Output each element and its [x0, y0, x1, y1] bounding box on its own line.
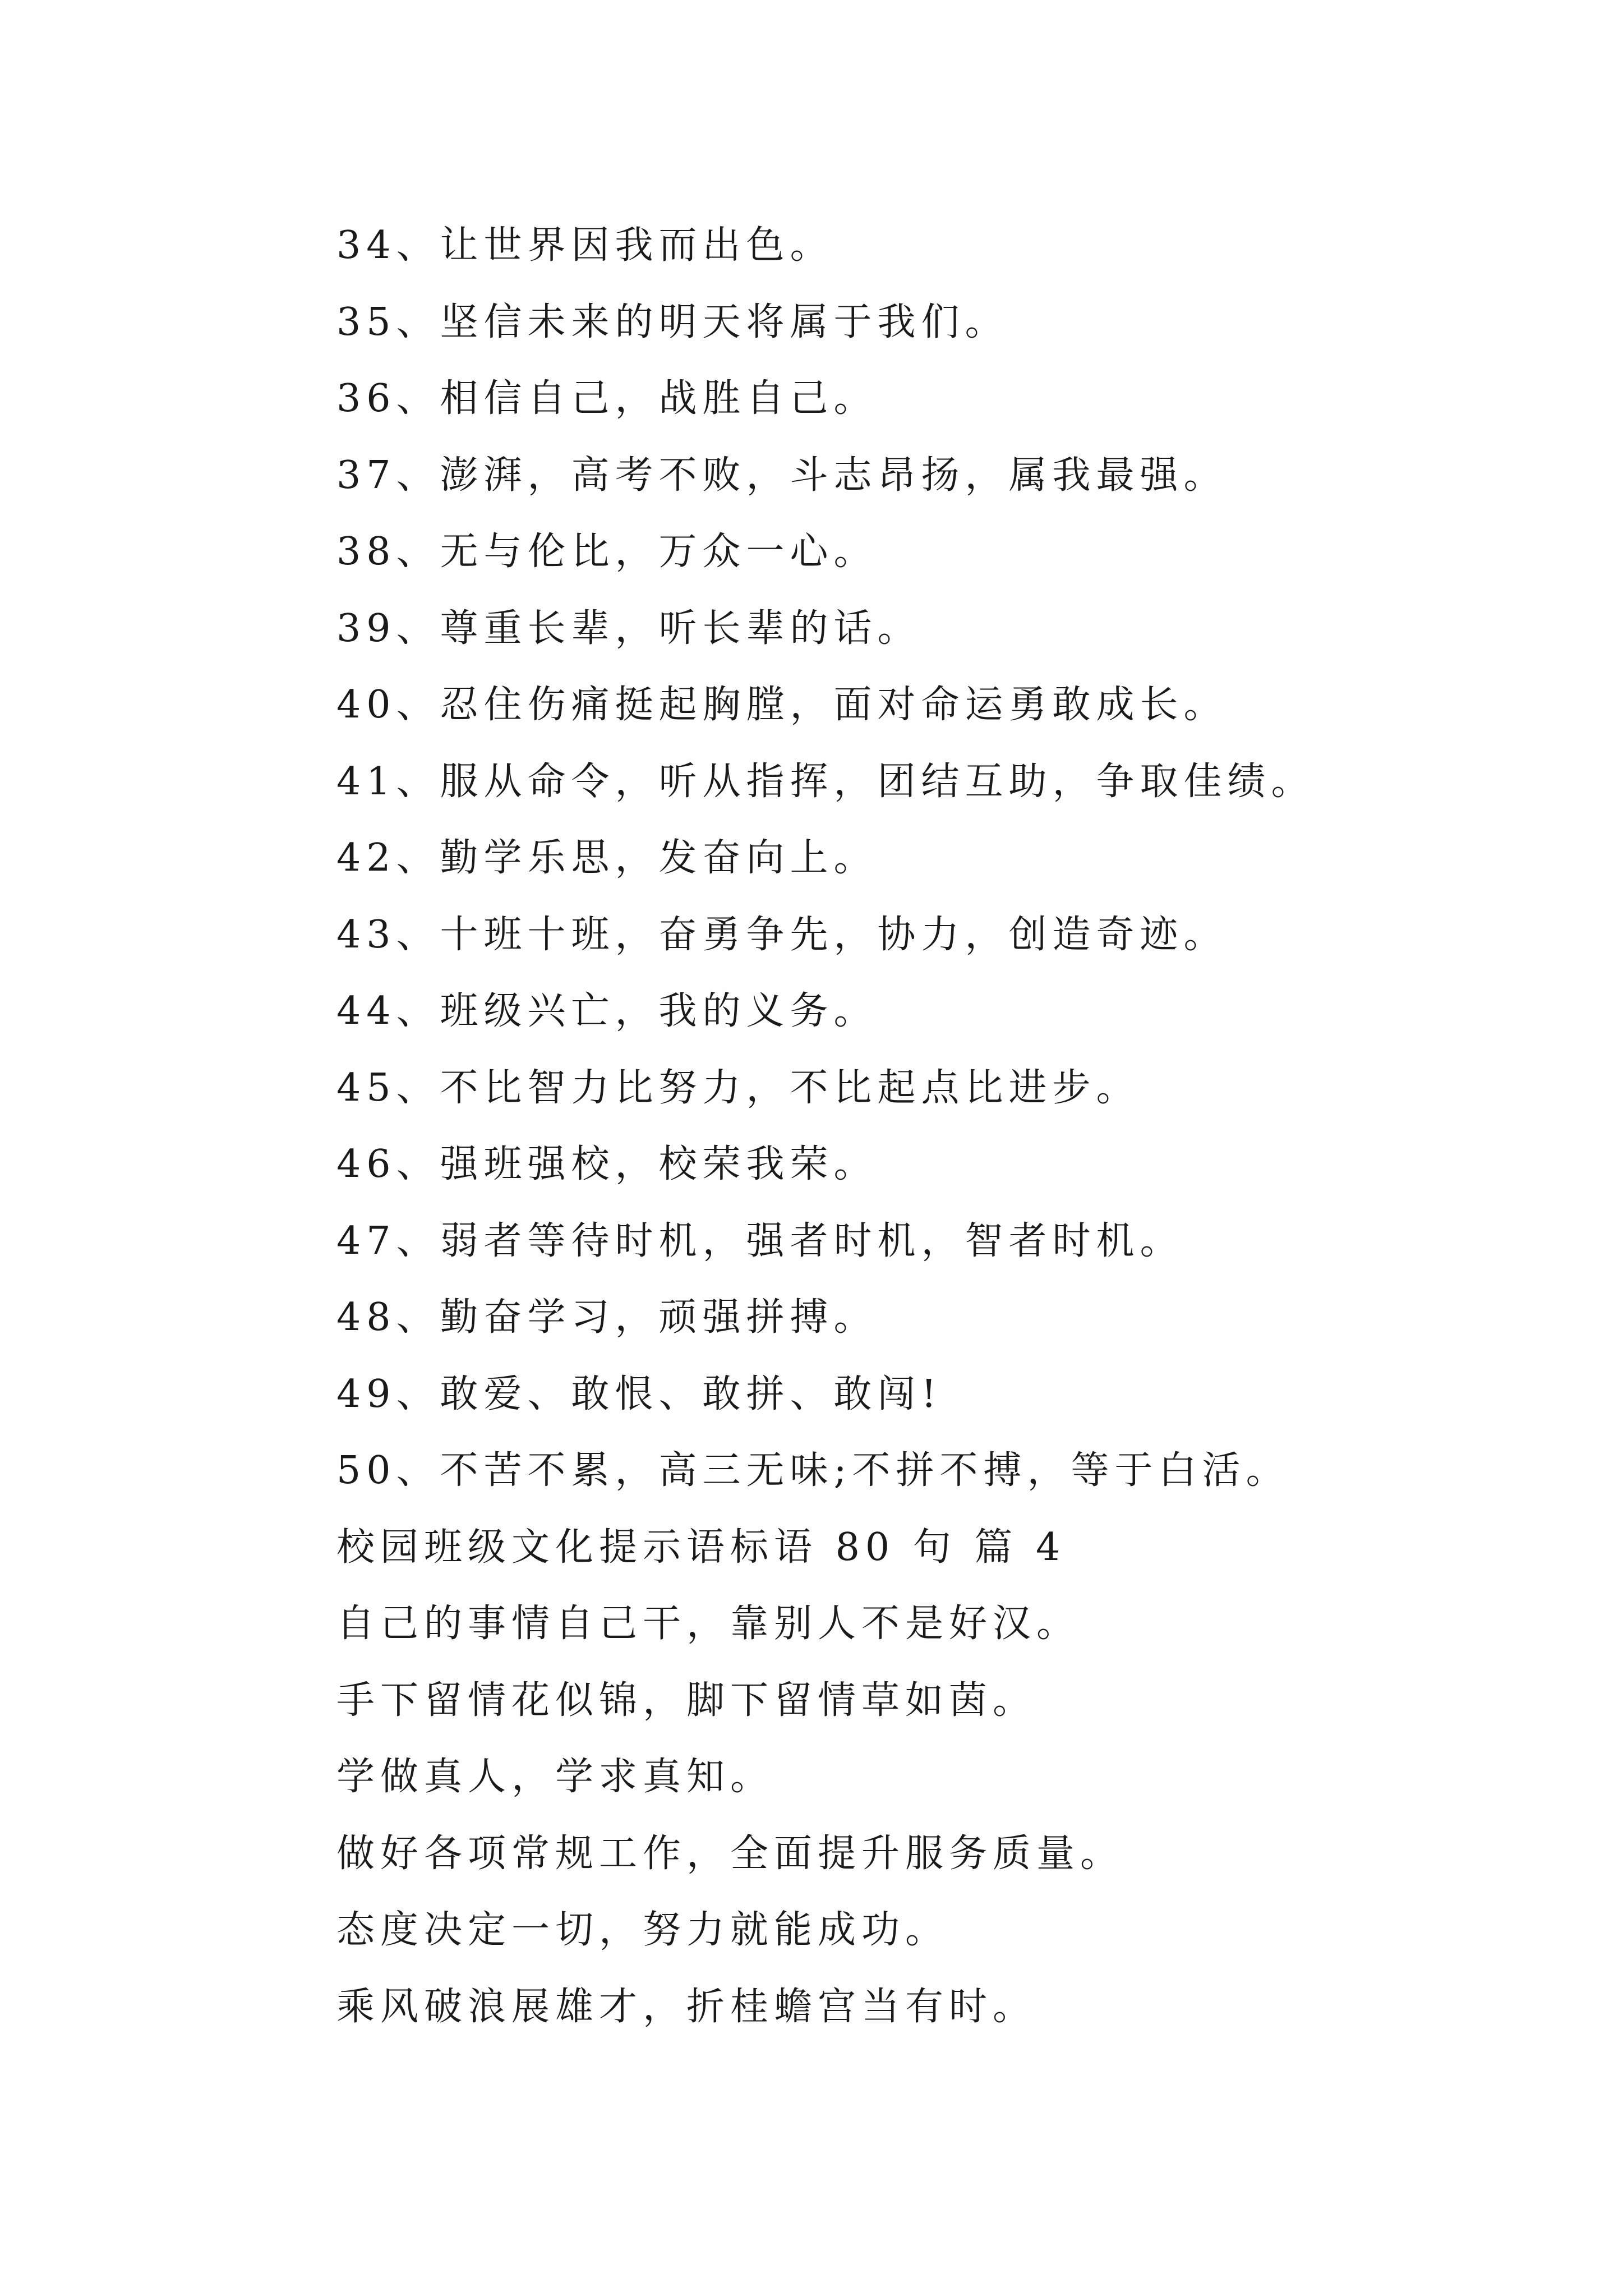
text-line: 39、尊重长辈，听长辈的话。	[336, 606, 921, 651]
text-line: 手下留情花似锦，脚下留情草如茵。	[336, 1678, 1037, 1723]
text-line: 学做真人，学求真知。	[336, 1755, 774, 1799]
document-body	[336, 208, 1570, 2045]
text-line: 46、强班强校，校荣我荣。	[336, 1142, 878, 1186]
text-line: 态度决定一切，努力就能成功。	[336, 1908, 949, 1952]
text-line: 47、弱者等待时机，强者时机，智者时机。	[336, 1218, 1184, 1263]
text-line: 43、十班十班，奋勇争先，协力，创造奇迹。	[336, 912, 1228, 957]
text-line: 35、坚信未来的明天将属于我们。	[336, 300, 1009, 344]
text-line: 36、相信自己，战胜自己。	[336, 376, 878, 421]
text-line: 44、班级兴亡，我的义务。	[336, 989, 878, 1033]
text-line: 45、不比智力比努力，不比起点比进步。	[336, 1065, 1140, 1110]
text-line: 40、忍住伤痛挺起胸膛，面对命运勇敢成长。	[336, 683, 1228, 727]
text-line: 34、让世界因我而出色。	[336, 223, 834, 268]
text-line: 38、无与伦比，万众一心。	[336, 530, 878, 574]
text-line: 自己的事情自己干，靠别人不是好汉。	[336, 1602, 1081, 1646]
text-line: 41、服从命令，听从指挥，团结互助，争取佳绩。	[336, 759, 1315, 804]
text-line: 42、勤学乐思，发奋向上。	[336, 836, 878, 880]
text-line: 乘风破浪展雄才，折桂蟾宫当有时。	[336, 1984, 1037, 2029]
text-line: 37、澎湃，高考不败，斗志昂扬，属我最强。	[336, 453, 1228, 498]
text-line: 做好各项常规工作，全面提升服务质量。	[336, 1831, 1124, 1876]
text-line: 49、敢爱、敢恨、敢拼、敢闯!	[336, 1372, 942, 1416]
text-line: 50、不苦不累，高三无味;不拼不搏，等于白活。	[336, 1448, 1290, 1493]
text-line: 48、勤奋学习，顽强拼搏。	[336, 1295, 878, 1340]
section-heading: 校园班级文化提示语标语 80 句 篇 4	[336, 1525, 1066, 1570]
